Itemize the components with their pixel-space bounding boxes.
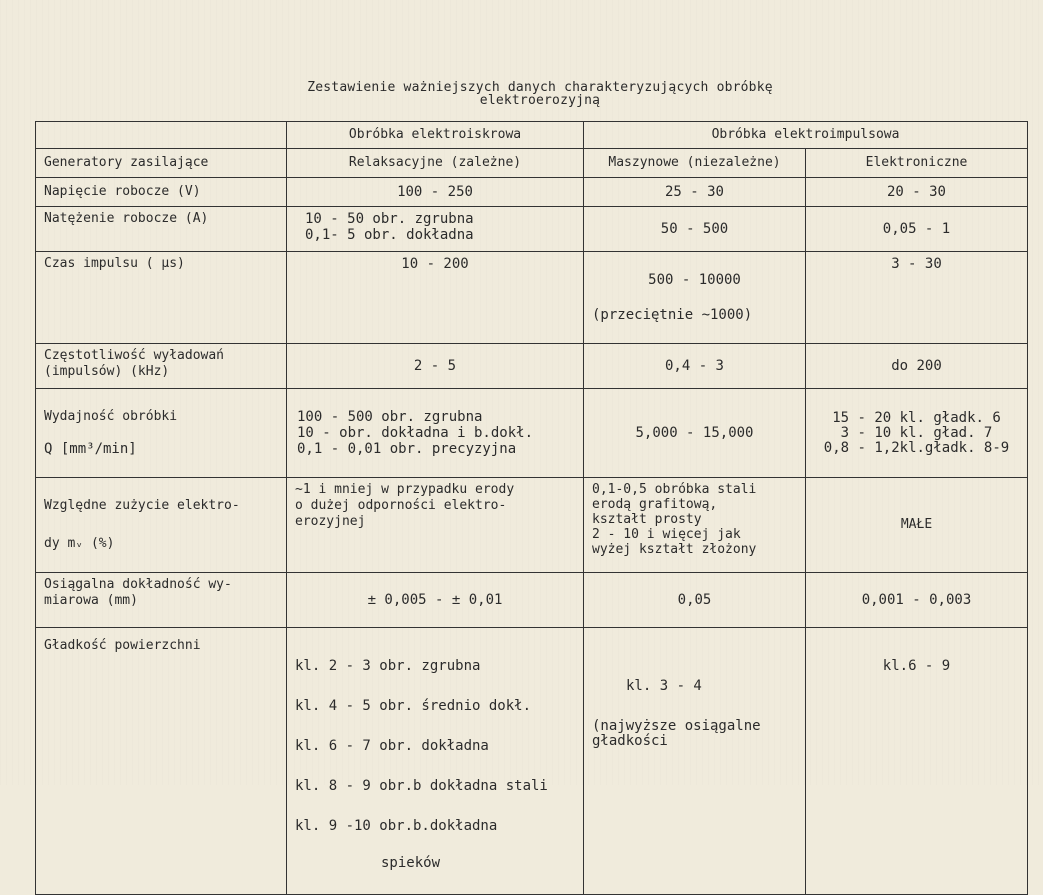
list-item: spieków bbox=[381, 855, 441, 871]
cell: Relaksacyjne (zależne) bbox=[287, 149, 584, 178]
table-row bbox=[36, 573, 1028, 628]
cell-value: 500 - 10000 bbox=[648, 272, 741, 288]
cell: 3 - 30 bbox=[806, 252, 1028, 344]
table-row bbox=[36, 178, 1028, 207]
cell bbox=[584, 628, 806, 895]
row-label-accuracy: Osiągalna dokładność wy- miarowa (mm) bbox=[36, 573, 287, 628]
cell: MAŁE bbox=[806, 478, 1028, 573]
cell: 0,05 - 1 bbox=[806, 207, 1028, 252]
comparison-table bbox=[35, 121, 1028, 895]
cell: 25 - 30 bbox=[584, 178, 806, 207]
row-label-smoothness: Gładkość powierzchni bbox=[36, 628, 287, 895]
row-label-electrode-wear bbox=[36, 478, 287, 573]
list-item: kl. 4 - 5 obr. średnio dokł. bbox=[295, 698, 532, 714]
header-electrospark: Obróbka elektroiskrowa bbox=[287, 122, 584, 149]
cell: 10 - 200 bbox=[287, 252, 584, 344]
cell: kl.6 - 9 bbox=[806, 628, 1028, 895]
table-row bbox=[36, 252, 1028, 344]
cell: 100 - 250 bbox=[287, 178, 584, 207]
list-item: kl. 6 - 7 obr. dokładna bbox=[295, 738, 489, 754]
row-label-pulse-time: Czas impulsu ( µs) bbox=[36, 252, 287, 344]
table-row bbox=[36, 478, 1028, 573]
row-label-frequency: Częstotliwość wyładowań (impulsów) (kHz) bbox=[36, 344, 287, 389]
table-row bbox=[36, 628, 1028, 895]
row-label-line: Wydajność obróbki bbox=[44, 409, 178, 424]
header-electroimpulse: Obróbka elektroimpulsowa bbox=[584, 122, 1028, 149]
cell: 15 - 20 kl. gładk. 6 3 - 10 kl. gład. 7 0,8 - 1,2kl.gładk. 8-9 bbox=[806, 389, 1028, 478]
cell: 0,4 - 3 bbox=[584, 344, 806, 389]
cell: Maszynowe (niezależne) bbox=[584, 149, 806, 178]
row-label-line: Q [mm³/min] bbox=[44, 441, 137, 457]
table-row bbox=[36, 389, 1028, 478]
cell: do 200 bbox=[806, 344, 1028, 389]
cell-note: (najwyższe osiągalne gładkości bbox=[592, 718, 761, 749]
cell: 0,1-0,5 obróbka stali erodą grafitową, kształt prosty 2 - 10 i więcej jak wyżej kształt złożony bbox=[584, 478, 806, 573]
cell bbox=[584, 252, 806, 344]
row-label-voltage: Napięcie robocze (V) bbox=[36, 178, 287, 207]
document-title bbox=[230, 81, 850, 107]
cell: 20 - 30 bbox=[806, 178, 1028, 207]
table-row bbox=[36, 207, 1028, 252]
cell: ± 0,005 - ± 0,01 bbox=[287, 573, 584, 628]
list-item: kl. 8 - 9 obr.b dokładna stali bbox=[295, 778, 548, 794]
row-label-efficiency bbox=[36, 389, 287, 478]
cell: 2 - 5 bbox=[287, 344, 584, 389]
cell: 50 - 500 bbox=[584, 207, 806, 252]
list-item: kl. 2 - 3 obr. zgrubna bbox=[295, 658, 481, 674]
cell: 100 - 500 obr. zgrubna 10 - obr. dokładna i b.dokł. 0,1 - 0,01 obr. precyzyjna bbox=[287, 389, 584, 478]
table-header-row bbox=[36, 122, 1028, 149]
row-label-current: Natężenie robocze (A) bbox=[36, 207, 287, 252]
cell: 0,05 bbox=[584, 573, 806, 628]
cell-value: kl. 3 - 4 bbox=[626, 678, 702, 694]
header-empty-cell bbox=[36, 122, 287, 149]
cell-note: (przeciętnie ~1000) bbox=[592, 307, 753, 323]
row-label-line: Względne zużycie elektro- bbox=[44, 498, 240, 513]
list-item: kl. 9 -10 obr.b.dokładna bbox=[295, 818, 498, 834]
cell: 10 - 50 obr. zgrubna 0,1- 5 obr. dokładna bbox=[287, 207, 584, 252]
cell: 0,001 - 0,003 bbox=[806, 573, 1028, 628]
title-line-1: Zestawienie ważniejszych danych charakteryzujących obróbkę bbox=[307, 80, 773, 95]
table-row bbox=[36, 149, 1028, 178]
title-line-2: elektroerozyjną bbox=[479, 93, 601, 108]
table-row bbox=[36, 344, 1028, 389]
cell bbox=[287, 628, 584, 895]
row-label-line: dy mᵥ (%) bbox=[44, 536, 115, 551]
cell: Elektroniczne bbox=[806, 149, 1028, 178]
cell: ~1 i mniej w przypadku erody o dużej odporności elektro- erozyjnej bbox=[287, 478, 584, 573]
cell: 5,000 - 15,000 bbox=[584, 389, 806, 478]
row-label-generators: Generatory zasilające bbox=[36, 149, 287, 178]
